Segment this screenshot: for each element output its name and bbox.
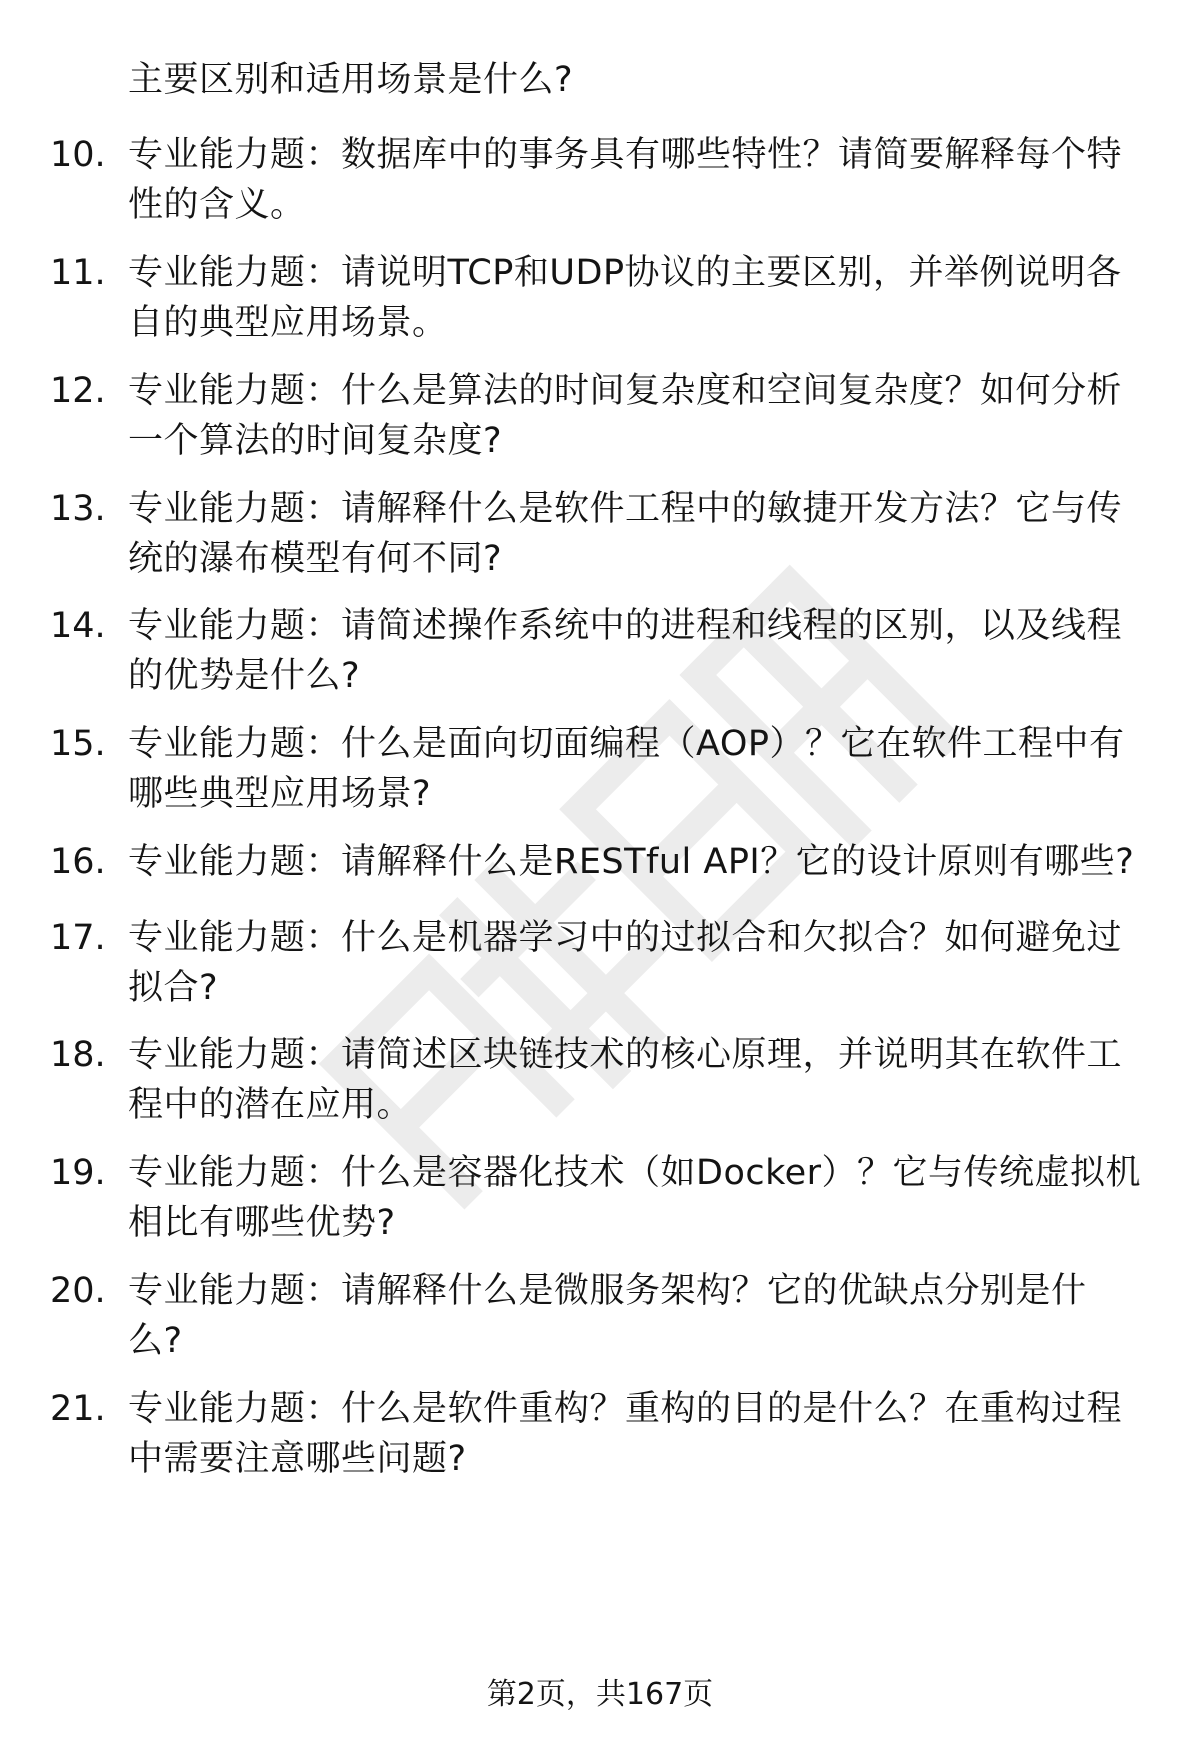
- question-number: 13.: [50, 489, 106, 529]
- question-line: 专业能力题：什么是软件重构？重构的目的是什么？在重构过程: [128, 1389, 1123, 1429]
- question-number: 11.: [50, 253, 106, 293]
- question-number: 14.: [50, 606, 106, 646]
- question-line: 专业能力题：什么是容器化技术（如Docker）？它与传统虚拟机: [128, 1153, 1142, 1193]
- question-number: 15.: [50, 724, 106, 764]
- question-line: 专业能力题：请解释什么是软件工程中的敏捷开发方法？它与传: [128, 489, 1123, 529]
- question-text: [128, 837, 1150, 887]
- question-number: 12.: [50, 371, 106, 411]
- question-number: 21.: [50, 1389, 106, 1429]
- question-line: 中需要注意哪些问题?: [128, 1439, 467, 1479]
- question-text: [128, 601, 1150, 701]
- question-line: 专业能力题：什么是面向切面编程（AOP）？它在软件工程中有: [128, 724, 1125, 764]
- question-text: [128, 1148, 1150, 1248]
- question-line: 性的含义。: [128, 185, 306, 225]
- question-text: [128, 366, 1150, 466]
- question-number: 18.: [50, 1035, 106, 1075]
- question-line: 专业能力题：请说明TCP和UDP协议的主要区别，并举例说明各: [128, 253, 1122, 293]
- question-line: 的优势是什么?: [128, 656, 361, 696]
- question-line: 专业能力题：什么是算法的时间复杂度和空间复杂度？如何分析: [128, 371, 1123, 411]
- question-line: 哪些典型应用场景?: [128, 774, 432, 814]
- question-line: 么?: [128, 1321, 183, 1361]
- question-line: 相比有哪些优势?: [128, 1203, 396, 1243]
- continued-line: 主要区别和适用场景是什么?: [128, 60, 574, 100]
- question-line: 统的瀑布模型有何不同?: [128, 539, 503, 579]
- question-line: 拟合?: [128, 968, 219, 1008]
- question-line: 专业能力题：请简述操作系统中的进程和线程的区别，以及线程: [128, 606, 1123, 646]
- question-text: [128, 1266, 1150, 1366]
- question-text: [128, 1030, 1150, 1130]
- question-line: 程中的潜在应用。: [128, 1085, 413, 1125]
- question-number: 20.: [50, 1271, 106, 1311]
- page-footer: 第2页，共167页: [486, 1677, 714, 1712]
- question-text: [128, 913, 1150, 1013]
- question-line: 专业能力题：请简述区块链技术的核心原理，并说明其在软件工: [128, 1035, 1123, 1075]
- question-number: 16.: [50, 842, 106, 882]
- question-text: [128, 1384, 1150, 1484]
- question-line: 专业能力题：请解释什么是RESTful API？它的设计原则有哪些?: [128, 842, 1135, 882]
- question-line: 一个算法的时间复杂度?: [128, 421, 503, 461]
- question-number: 10.: [50, 135, 106, 175]
- question-number: 19.: [50, 1153, 106, 1193]
- question-text: [128, 248, 1150, 348]
- question-text: [128, 130, 1150, 230]
- question-line: 自的典型应用场景。: [128, 303, 448, 343]
- question-line: 专业能力题：数据库中的事务具有哪些特性？请简要解释每个特: [128, 135, 1123, 175]
- question-line: 专业能力题：什么是机器学习中的过拟合和欠拟合？如何避免过: [128, 918, 1123, 958]
- question-number: 17.: [50, 918, 106, 958]
- question-text: [128, 484, 1150, 584]
- question-text: [128, 719, 1150, 819]
- question-line: 专业能力题：请解释什么是微服务架构？它的优缺点分别是什: [128, 1271, 1087, 1311]
